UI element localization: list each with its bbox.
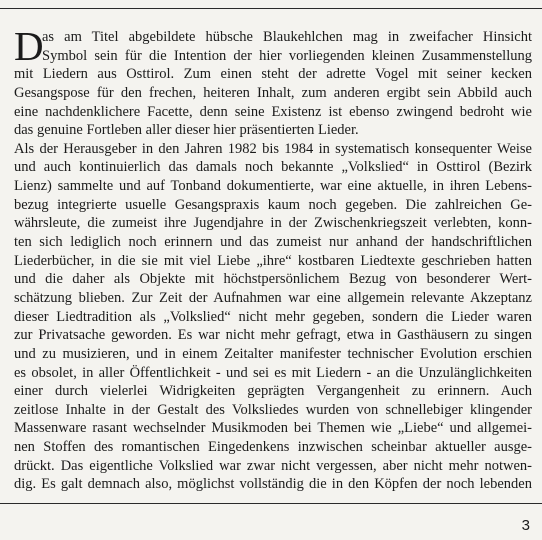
text-line: drückt. Das eigentliche Volkslied war zwar nicht vergessen, aber nicht mehr notwen- (14, 457, 532, 474)
text-line: Liederbücher, in die sie mit viel Liebe „ihre“ kostbaren Liedtexte geschrieben hatten (14, 252, 532, 269)
text-line: dig. Es galt demnach also, möglichst vollständig die in den Köpfen der noch lebenden (14, 476, 532, 493)
top-rule (0, 8, 542, 9)
page-number: 3 (521, 517, 530, 534)
text-line: und die daher als Objekte mit höchstpersönlichem Bezug von besonderer Wert- (14, 271, 532, 288)
text-line: Massenware rasant wechselnder Musikmoden bei Themen wie „Liebe“ und allgemei- (14, 420, 532, 437)
text-line: Symbol sein für die Intention der hier vorliegenden kleinen Zusammenstellung (42, 47, 532, 64)
bottom-rule (0, 503, 542, 504)
text-line: eine nachdenklichere Facette, denn seine Existenz ist ebenso zwingend bedroht wie (14, 103, 532, 120)
text-line: das genuine Fortleben aller dieser hier präsentierten Lieder. (14, 122, 359, 139)
text-line: mit Liedern aus Osttirol. Zum einen steht der adrette Vogel mit seiner kecken (14, 66, 532, 83)
text-line: Lienz) sammelte und auf Tonband dokumentierte, war eine aktuelle, in ihren Lebens- (14, 178, 532, 195)
text-line: zeitlose Inhalte in der Gestalt des Volksliedes wurden von schnellebiger klingender (14, 401, 532, 418)
text-line: und auch kontinuierlich das damals noch bekannte „Volkslied“ in Osttirol (Bezirk (14, 159, 532, 176)
text-line: nen Stoffen des romantischen Eingedenkens inzwischen scheinbar aktueller ausge- (14, 439, 532, 456)
text-line: Als der Herausgeber in den Jahren 1982 bis 1984 in systematisch konsequenter Weise (14, 140, 532, 157)
text-line: zur Privatsache geworden. Es war nicht mehr gefragt, etwa in Gasthäusern zu singen (14, 327, 532, 344)
body-text (14, 23, 532, 494)
drop-cap: D (14, 23, 44, 69)
text-line: bezug integrierte usuelle Gesangspraxis kaum noch gegeben. Die zahlreichen Ge- (14, 196, 532, 213)
text-line: schätzung blieben. Zur Zeit der Aufnahmen war eine allgemein relevante Akzeptanz (14, 289, 532, 306)
text-line: ten sich lediglich noch erinnern und das zumeist nur anhand der handschriftlichen (14, 234, 532, 251)
text-line: währsleute, die zumeist ihre Jugendjahre in der Zwischenkriegszeit verlebten, konn- (14, 215, 532, 232)
text-line: es obsolet, in aller Öffentlichkeit - und sei es mit Liedern - an die Unzulänglichkeiten (14, 364, 532, 381)
text-line: einer durch vielerlei Widrigkeiten geprägten Vergangenheit zu erinnern. Auch (14, 383, 532, 400)
text-line: as am Titel abgebildete hübsche Blaukehlchen mag in zweifacher Hinsicht (42, 29, 532, 45)
text-line: Gesangspose für den frechen, heiteren Inhalt, zum anderen ergibt sein Abbild auch (14, 84, 532, 101)
text-line: dieser Liedtradition als „Volkslied“ nicht mehr gegeben, sondern die Lieder waren (14, 308, 532, 325)
text-line: und zu musizieren, und in einem Zeitalter manifester technischer Evolution erschien (14, 345, 532, 362)
